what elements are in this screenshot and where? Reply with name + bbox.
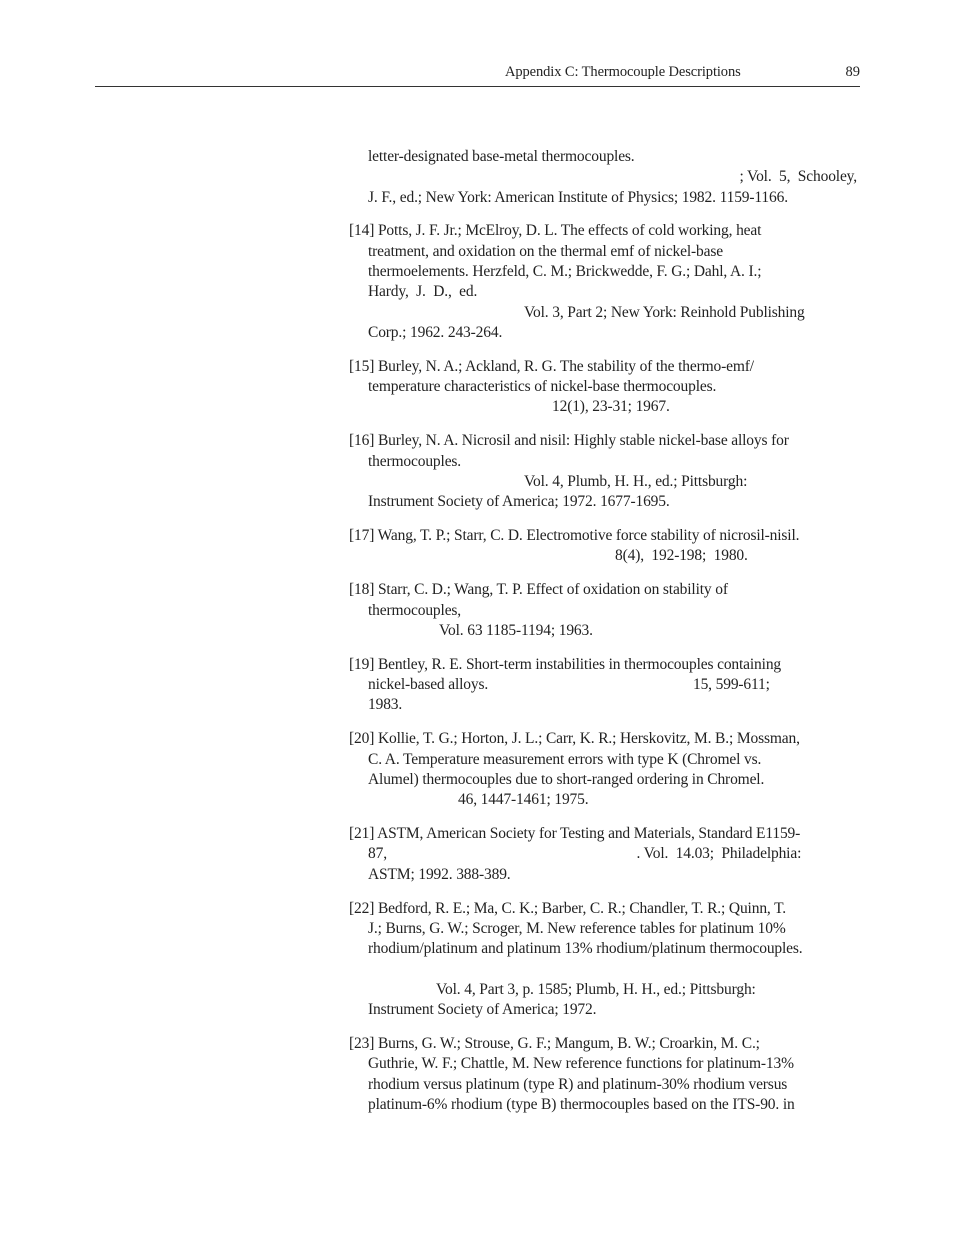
reference-line: ASTM; 1992. 388-389. <box>368 865 511 883</box>
reference-entry <box>349 526 859 567</box>
reference-line: letter-designated base-metal thermocouples. <box>368 148 635 165</box>
reference-entry <box>349 729 859 810</box>
reference-line: Alumel) thermocouples due to short-ranged ordering in Chromel. <box>368 770 765 788</box>
page-number: 89 <box>845 64 860 80</box>
reference-line: Corp.; 1962. 243-264. <box>368 323 503 341</box>
reference-line: J.; Burns, G. W.; Scroger, M. New reference tables for platinum 10% <box>368 919 786 937</box>
reference-line: [14] Potts, J. F. Jr.; McElroy, D. L. The effects of cold working, heat <box>349 222 762 240</box>
reference-line: Vol. 4, Plumb, H. H., ed.; Pittsburgh: <box>524 472 748 490</box>
reference-line: [17] Wang, T. P.; Starr, C. D. Electromotive force stability of nicrosil-nisil. <box>349 527 800 545</box>
reference-entry <box>349 1034 859 1115</box>
reference-line: treatment, and oxidation on the thermal emf of nickel-base <box>368 242 723 260</box>
reference-line: [19] Bentley, R. E. Short-term instabilities in thermocouples containing <box>349 655 782 673</box>
reference-line: Vol. 4, Part 3, p. 1585; Plumb, H. H., ed.; Pittsburgh: <box>436 980 756 998</box>
reference-line: rhodium versus platinum (type R) and platinum-30% rhodium versus <box>368 1075 788 1093</box>
reference-line: Hardy, J. D., ed. <box>368 283 478 301</box>
reference-line: thermocouples, <box>368 601 462 619</box>
reference-entry <box>349 147 859 208</box>
reference-entry <box>349 357 859 418</box>
reference-entry <box>349 431 859 512</box>
reference-line: [22] Bedford, R. E.; Ma, C. K.; Barber, C. R.; Chandler, T. R.; Quinn, T. <box>349 899 786 917</box>
reference-line: 12(1), 23-31; 1967. <box>552 398 670 416</box>
reference-entry <box>349 580 859 641</box>
reference-line: 1983. <box>368 696 403 714</box>
reference-line: Vol. 3, Part 2; New York: Reinhold Publishing <box>524 303 805 321</box>
reference-line: Guthrie, W. F.; Chattle, M. New reference functions for platinum-13% <box>368 1055 794 1073</box>
reference-line: thermoelements. Herzfeld, C. M.; Brickwedde, F. G.; Dahl, A. I.; <box>368 263 762 281</box>
reference-line: J. F., ed.; New York: American Institute of Physics; 1982. 1159-1166. <box>368 188 788 206</box>
reference-line: [23] Burns, G. W.; Strouse, G. F.; Mangum, B. W.; Croarkin, M. C.; <box>349 1034 760 1052</box>
reference-line: 46, 1447-1461; 1975. <box>458 791 589 809</box>
reference-entry <box>349 899 859 1021</box>
running-header-title: Appendix C: Thermocouple Descriptions <box>505 64 741 80</box>
reference-line: [15] Burley, N. A.; Ackland, R. G. The stability of the thermo-emf/ <box>349 357 754 375</box>
reference-entry <box>349 655 859 716</box>
reference-line: ; Vol. 5, Schooley, <box>739 168 857 186</box>
reference-line: platinum-6% rhodium (type B) thermocouples based on the ITS-90. in <box>368 1095 795 1113</box>
reference-line: [21] ASTM, American Society for Testing and Materials, Standard E1159- <box>349 825 801 843</box>
reference-line: [18] Starr, C. D.; Wang, T. P. Effect of oxidation on stability of <box>349 581 728 599</box>
running-header <box>95 62 860 87</box>
reference-line: thermocouples. <box>368 452 462 470</box>
reference-line: Vol. 63 1185-1194; 1963. <box>439 621 593 639</box>
reference-entry <box>349 221 859 343</box>
reference-line: 8(4), 192-198; 1980. <box>615 547 748 565</box>
reference-line: 87, . Vol. 14.03; Philadelphia: <box>368 845 802 863</box>
reference-line <box>349 959 859 979</box>
reference-list <box>349 147 859 1129</box>
reference-line: C. A. Temperature measurement errors with type K (Chromel vs. <box>368 750 762 768</box>
reference-line: nickel-based alloys. 15, 599-611; <box>368 676 770 694</box>
reference-line: [16] Burley, N. A. Nicrosil and nisil: Highly stable nickel-base alloys for <box>349 432 789 450</box>
reference-line: rhodium/platinum and platinum 13% rhodium/platinum thermocouples. <box>368 940 803 958</box>
reference-line: Instrument Society of America; 1972. 1677-1695. <box>368 493 670 511</box>
reference-line: temperature characteristics of nickel-base thermocouples. <box>368 378 717 396</box>
reference-line: Instrument Society of America; 1972. <box>368 1001 597 1019</box>
reference-line: [20] Kollie, T. G.; Horton, J. L.; Carr, K. R.; Herskovitz, M. B.; Mossman, <box>349 730 800 748</box>
reference-entry <box>349 824 859 885</box>
